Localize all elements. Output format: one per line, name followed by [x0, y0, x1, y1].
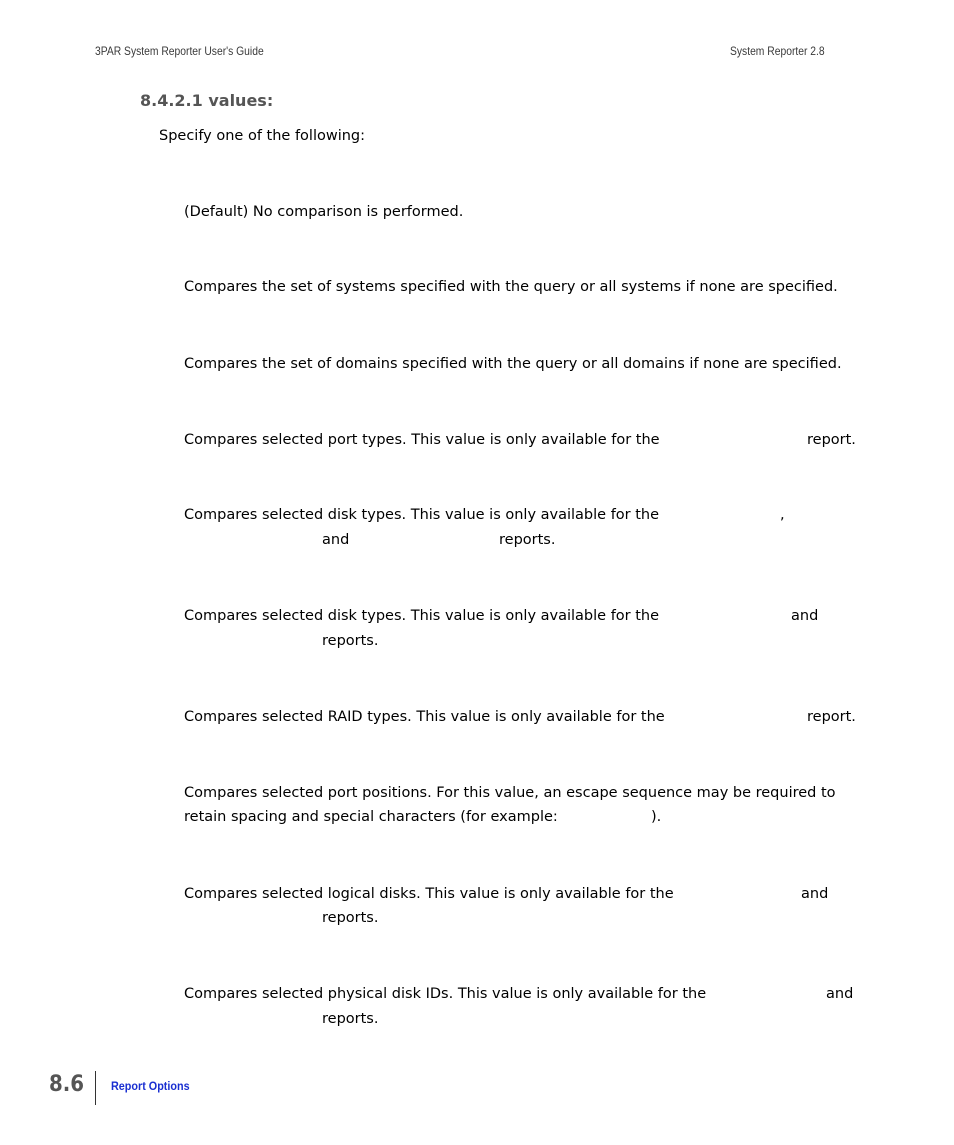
value-description-port-types: Compares selected port types. This value is only available for the: [184, 432, 660, 448]
value-description-disk-types-b: Compares selected disk types. This value is only available for the: [184, 608, 660, 624]
value-description-physical-disk-ids-reports: reports.: [322, 1011, 379, 1027]
value-description-disk-types-b-and: and: [791, 608, 819, 624]
value-description-port-positions-close: ).: [651, 809, 662, 825]
header-guide-title: 3PAR System Reporter User's Guide: [95, 44, 264, 58]
value-description-disk-types-a-and: and: [322, 532, 350, 548]
value-description-disk-types-a-reports: reports.: [499, 532, 556, 548]
value-description-disk-types-a-comma: ,: [780, 507, 785, 523]
value-description-logical-disks-and: and: [801, 886, 829, 902]
value-description-disk-types-a: Compares selected disk types. This value is only available for the: [184, 507, 660, 523]
footer-divider: [95, 1071, 96, 1105]
value-description-raid-types-tail: report.: [807, 709, 856, 725]
value-description-raid-types: Compares selected RAID types. This value is only available for the: [184, 709, 665, 725]
value-description-physical-disk-ids: Compares selected physical disk IDs. This value is only available for the: [184, 986, 707, 1002]
value-description-systems: Compares the set of systems specified with the query or all systems if none are specified.: [184, 279, 838, 295]
value-description-port-positions: Compares selected port positions. For this value, an escape sequence may be required to: [184, 785, 836, 801]
value-description-default: (Default) No comparison is performed.: [184, 204, 464, 220]
footer-section-label: Report Options: [111, 1079, 190, 1093]
value-description-domains: Compares the set of domains specified with the query or all domains if none are specified.: [184, 356, 842, 372]
value-description-logical-disks: Compares selected logical disks. This value is only available for the: [184, 886, 674, 902]
value-description-physical-disk-ids-and: and: [826, 986, 854, 1002]
value-description-logical-disks-reports: reports.: [322, 910, 379, 926]
value-description-disk-types-b-reports: reports.: [322, 633, 379, 649]
section-intro: Specify one of the following:: [159, 128, 366, 144]
value-description-port-positions-line2: retain spacing and special characters (for example:: [184, 809, 558, 825]
header-product-version: System Reporter 2.8: [730, 44, 825, 58]
value-description-port-types-tail: report.: [807, 432, 856, 448]
page-number: 8.6: [49, 1072, 85, 1097]
section-title: 8.4.2.1 values:: [140, 91, 274, 110]
